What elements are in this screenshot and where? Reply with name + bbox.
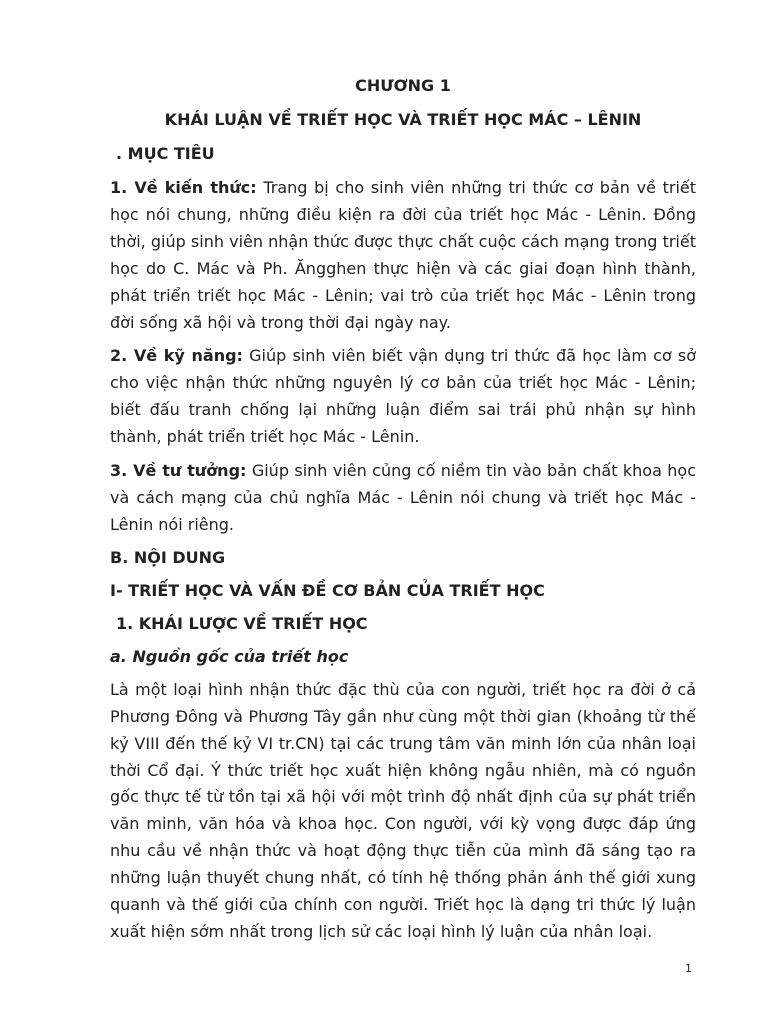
objective-skills-text: Giúp sinh viên biết vận dụng tri thức đã học làm cơ sở cho việc nhận thức những nguyên lý cơ bản của triết học Mác - Lênin; biết đấu tranh chống lại những luận điểm sai trái phủ nhận sự hình thành, phát triển triết học Mác - Lênin. [110,346,697,447]
chapter-number: CHƯƠNG 1 [355,76,451,95]
content-heading: B. NỘI DUNG [110,547,226,567]
part-heading: I- TRIẾT HỌC VÀ VẤN ĐỀ CƠ BẢN CỦA TRIẾT HỌC [110,580,545,600]
objective-ideology [110,458,696,539]
body-paragraph: Là một loại hình nhận thức đặc thù của con người, triết học ra đời ở cả Phương Đông và Phương Tây gần như cùng một thời gian (khoảng từ thế kỷ VIII đến thế kỷ VI tr.CN) tại các trung tâm văn minh lớn của nhân loại thời Cổ đại. Ý thức triết học xuất hiện không ngẫu nhiên, mà có nguồn gốc thực tế từ tồn tại xã hội với một trình độ nhất định của sự phát triển văn minh, văn hóa và khoa học. Con người, với kỳ vọng được đáp ứng nhu cầu về nhận thức và hoạt động thực tiễn của mình đã sáng tạo ra những luận thuyết chung nhất, có tính hệ thống phản ánh thế giới xung quanh và thế giới của chính con người. Triết học là dạng tri thức lý luận xuất hiện sớm nhất trong lịch sử các loại hình lý luận của nhân loại. [110,679,696,941]
objective-knowledge-label: 1. Về kiến thức: [110,178,257,197]
objectives-heading: . MỤC TIÊU [116,144,215,163]
objective-knowledge-text: Trang bị cho sinh viên những tri thức cơ bản về triết học nói chung, những điều kiện ra đời của triết học Mác - Lênin. Đồng thời, giúp sinh viên nhận thức được thực chất cuộc cách mạng trong triết học do C. Mác và Ph. Ăngghen thực hiện và các giai đoạn hình thành, phát triển triết học Mác - Lênin; vai trò của triết học Mác - Lênin trong đời sống xã hội và trong thời đại ngày nay. [110,178,697,332]
page-content [110,74,696,953]
objective-knowledge [110,175,696,336]
objective-skills-label: 2. Về kỹ năng: [110,346,243,366]
objective-ideology-label: 3. Về tư tưởng: [110,461,247,481]
section-heading: 1. KHÁI LƯỢC VỀ TRIẾT HỌC [116,613,368,633]
page-number: 1 [685,962,692,975]
objective-skills [110,343,696,451]
subsection-heading: a. Nguồn gốc của triết học [110,646,349,666]
objective-ideology-text: Giúp sinh viên củng cố niềm tin vào bản chất khoa học và cách mạng của chủ nghĩa Mác - Lênin nói chung và triết học Mác - Lênin nói riêng. [110,461,697,534]
chapter-title: KHÁI LUẬN VỀ TRIẾT HỌC VÀ TRIẾT HỌC MÁC – LÊNIN [164,110,642,129]
